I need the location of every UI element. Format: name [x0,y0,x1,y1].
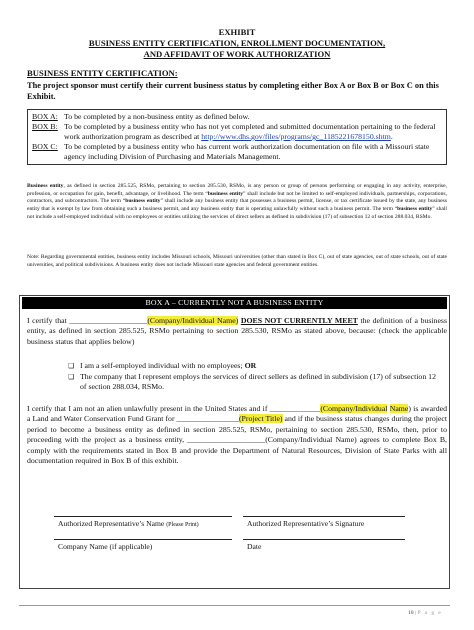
option-text: I am a self-employed individual with no employees; [80,361,245,370]
dhs-program-link[interactable]: http://www.dhs.gov/files/programs/gc_1185221678150.shtm [201,132,391,141]
company-name-placeholder: (Company/Individual [320,404,388,413]
footer-rule [19,605,450,606]
rep-signature-label: Authorized Representative’s Signature [247,519,365,528]
box-c-description: To be completed by a business entity who has current work authorization documentation on file with a Missouri state agency including Division of Purchasing and Materials Management. [64,142,430,161]
certification-heading: BUSINESS ENTITY CERTIFICATION: [27,68,178,78]
please-print-hint: (Please Print) [166,522,199,528]
box-a-certification-paragraph [27,316,447,347]
form-title-text2: AND AFFIDAVIT OF WORK AUTHORIZATION [143,49,331,59]
box-b-text: To be completed by a business entity who has not yet completed and submitted documentation pertaining to the federal work authorization program as described at [64,122,436,141]
definition-text: ” shall include but not be limited to self-employed individuals, partnerships, corporations, contractors, and subcontractors. The term “ [27,190,447,205]
business-entity-definition [27,183,447,222]
page-footer [408,610,442,616]
company-name-placeholder: Name [389,404,409,413]
alien-certification-paragraph [27,404,447,466]
footer-separator: | [415,610,417,616]
exhibit-label: EXHIBIT [218,27,256,37]
checkbox-icon[interactable]: ❏ [68,373,75,381]
company-name-label: Company Name (if applicable) [58,542,153,551]
definition-term: business entity [397,206,433,213]
box-b-row [28,122,446,142]
rep-name-label-text: Authorized Representative’s Name [58,519,165,528]
checkbox-icon[interactable]: ❏ [68,362,75,370]
exhibit-title [20,27,454,38]
definition-term: business entity [125,198,161,205]
rep-signature-line[interactable] [243,516,405,517]
governmental-entities-note: Note: Regarding governmental entities, business entity includes Missouri schools, Missouri universities (other than stated in Box C), out of state agencies, out of state schools, out of state universities, and political subdivisions. A business entity does not include Missouri state agencies and federal government entities. [27,254,447,268]
box-b-description [64,122,442,142]
box-a-label: BOX A: [32,112,58,121]
certification-text: the definition of a business entity, as defined in section 285.525, RSMo pertaining to section 285.530, RSMo as stated above, because: (check the applicable business status that applies below) [27,316,447,346]
definition-text: , as defined in section 285.525, RSMo, pertaining to section 285.530, RSMo, is any person or group of persons performing or engaging in any activity, enterprise, profession, or occupation for gain, benefit, advantage, or livelihood. The term “ [27,183,447,197]
certification-text: ) is awarded a Land and Water Conservation Fund Grant for ________________ [27,404,447,424]
form-title-line1 [20,38,454,49]
rep-name-line[interactable] [54,516,232,517]
company-name-placeholder: (Company/Individual Name) [147,316,239,325]
does-not-meet-emphasis: DOES NOT CURRENTLY MEET [240,316,358,325]
company-name-line[interactable] [54,539,232,540]
certification-instruction: The project sponsor must certify their current business status by completing either Box A or Box B or Box C on this Exhibit. [27,81,439,101]
form-title-text1: BUSINESS ENTITY CERTIFICATION, ENROLLMENT DOCUMENTATION, [88,38,386,48]
document-header [20,27,454,60]
certification-text: and if the business status changes during the project period to become a business entity as defined in section 285.525, RSMo, pertaining to section 285.530, RSMo, then, prior to proceeding with the project as a business entity, ____________________(Company/Individual Name) agrees to complete Box B, comply with the requirements stated in Box B and provide the Department of Natural Resources, Division of State Parks with all documentation required in Box B of this exhibit. [27,414,448,466]
project-title-placeholder: (Project Title) [238,414,283,424]
definition-text: ” shall not include a self-employed individual with no employees or entities utilizing the services of direct sellers as defined in subdivision (17) of subsection 12 of section 288.034, RSMo. [27,206,447,220]
certification-text: I certify that I am not an alien unlawfully present in the United States and if _____________ [27,404,321,413]
option-self-employed[interactable] [68,361,438,371]
date-line[interactable] [243,539,405,540]
rep-name-label [58,519,199,530]
option-direct-sellers[interactable] [68,372,438,393]
form-title-line2 [20,49,454,60]
box-a-description: To be completed by a non-business entity as defined below. [64,112,250,121]
box-b-label: BOX B: [32,122,58,131]
option-direct-sellers-text: The company that I represent employs the services of direct sellers as defined in subdivision (17) of subsection 12 of section 288.034, RSMo. [80,372,436,392]
box-a-banner: BOX A – CURRENTLY NOT A BUSINESS ENTITY [22,297,447,309]
definition-term: business entity [207,190,244,197]
box-a-row [28,110,446,122]
company-name-blank[interactable]: I certify that ____________________ [27,316,148,325]
box-c-label: BOX C: [32,142,58,151]
box-c-row [28,142,446,164]
option-self-employed-text [80,361,256,371]
page-word: P a g e [417,610,443,616]
box-options-table [27,109,447,165]
page-number: 10 [408,610,414,616]
box-b-text-end: . [390,132,393,141]
definition-text: ” shall include any business entity that possesses a business permit, license, or tax certificate issued by the state, any business entity that is exempt by law from obtaining such a business permit, and any business entity that is operating unlawfully without such a business permit. The term “ [27,198,447,213]
or-emphasis: OR [244,361,257,370]
definition-term: Business entity [27,183,64,189]
date-label: Date [247,542,262,551]
